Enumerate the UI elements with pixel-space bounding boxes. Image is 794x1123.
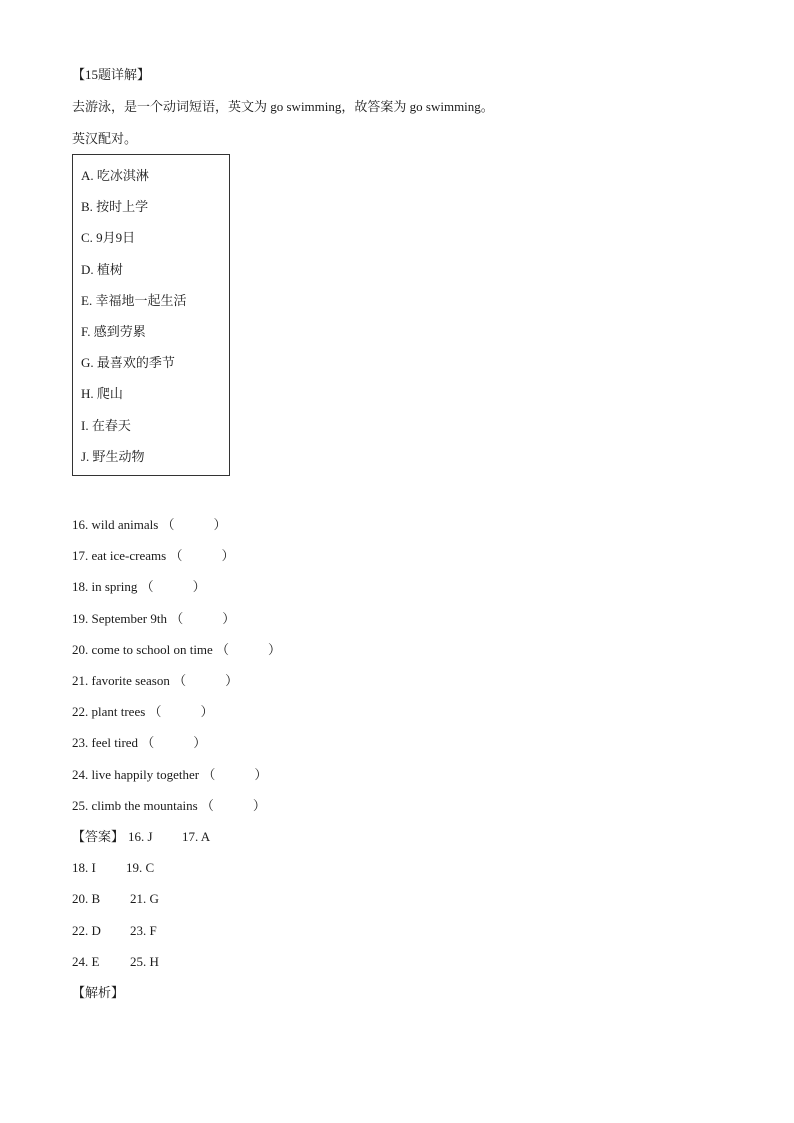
answer-25: 25. H [130, 954, 159, 969]
question-25: 25. climb the mountains （ ） [72, 798, 266, 813]
question-16: 16. wild animals （ ） [72, 517, 227, 532]
section-15-explanation: 去游泳，是一个动词短语，英文为 go swimming，故答案为 go swimming。 [72, 99, 494, 114]
option-f: F. 感到劳累 [81, 324, 146, 339]
section-15-heading: 【15题详解】 [72, 67, 151, 82]
options-box [72, 154, 230, 476]
option-i: I. 在春天 [81, 418, 131, 433]
option-a: A. 吃冰淇淋 [81, 168, 149, 183]
option-e: E. 幸福地一起生活 [81, 293, 187, 308]
question-19: 19. September 9th （ ） [72, 611, 236, 626]
answer-24: 24. E [72, 954, 100, 969]
option-d: D. 植树 [81, 262, 123, 277]
analysis-heading: 【解析】 [72, 985, 125, 1000]
answer-23: 23. F [130, 923, 157, 938]
option-g: G. 最喜欢的季节 [81, 355, 175, 370]
answer-18: 18. I [72, 860, 96, 875]
answer-22: 22. D [72, 923, 101, 938]
question-22: 22. plant trees （ ） [72, 704, 214, 719]
answer-21: 21. G [130, 891, 159, 906]
question-24: 24. live happily together （ ） [72, 767, 268, 782]
question-17: 17. eat ice-creams （ ） [72, 548, 235, 563]
answer-19: 19. C [126, 860, 155, 875]
question-20: 20. come to school on time （ ） [72, 642, 282, 657]
question-21: 21. favorite season （ ） [72, 673, 239, 688]
question-18: 18. in spring （ ） [72, 579, 206, 594]
answer-17: 17. A [182, 829, 211, 844]
answer-label: 【答案】 [72, 829, 125, 844]
question-23: 23. feel tired （ ） [72, 735, 207, 750]
answer-20: 20. B [72, 891, 101, 906]
option-b: B. 按时上学 [81, 199, 149, 214]
answer-16: 16. J [128, 829, 153, 844]
option-c: C. 9月9日 [81, 230, 136, 245]
option-j: J. 野生动物 [81, 449, 145, 464]
matching-instruction: 英汉配对。 [72, 131, 138, 146]
option-h: H. 爬山 [81, 386, 123, 401]
